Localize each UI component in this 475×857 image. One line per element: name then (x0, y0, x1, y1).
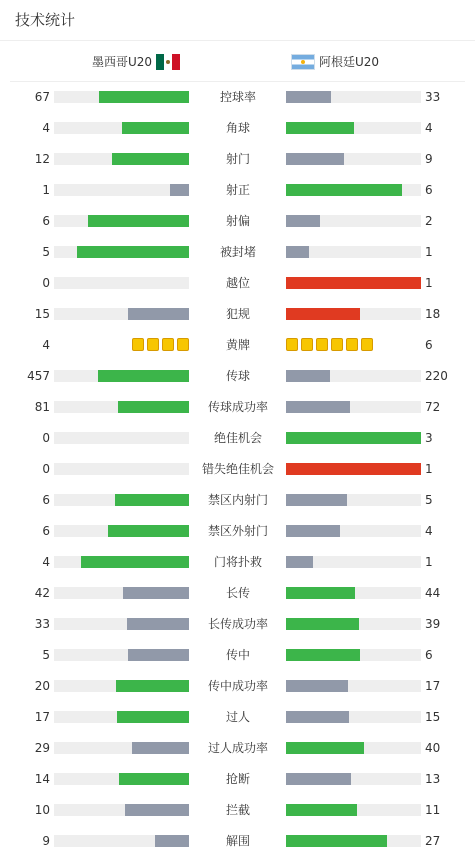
away-stat-bar (286, 556, 421, 568)
stats-list (0, 82, 475, 857)
stat-label: 黄牌 (225, 338, 250, 352)
away-stat-bar-fill (286, 463, 421, 475)
away-stat-bar-fill (286, 153, 344, 165)
home-stat-bar (54, 618, 189, 630)
page-title: 技术统计 (0, 0, 475, 41)
away-stat-bar-fill (286, 215, 320, 227)
away-stat-bar-fill (286, 184, 402, 196)
home-stat-bar (54, 370, 189, 382)
away-stat-bar (286, 742, 421, 754)
away-stat-value: 27 (425, 834, 441, 848)
away-stat-value: 1 (425, 555, 433, 569)
home-stat-bar-fill (77, 246, 189, 258)
away-stat-value: 5 (425, 493, 433, 507)
stat-label: 错失绝佳机会 (201, 462, 274, 476)
home-stat-bar (54, 184, 189, 196)
home-stat-bar-fill (125, 804, 189, 816)
away-stat-bar (286, 463, 421, 475)
home-team[interactable] (92, 53, 180, 70)
away-stat-bar (286, 370, 421, 382)
yellow-card-icon (346, 338, 358, 351)
teams-header (10, 41, 465, 82)
away-stat-bar (286, 153, 421, 165)
yellow-card-icon (147, 338, 159, 351)
stat-label: 长传 (225, 586, 250, 600)
home-stat-bar-fill (99, 91, 189, 103)
home-stat-value: 6 (42, 214, 50, 228)
stat-row (0, 82, 475, 113)
home-stat-value: 4 (42, 121, 50, 135)
stat-row (0, 578, 475, 609)
stat-label: 门将扑救 (213, 555, 262, 569)
away-stat-value: 1 (425, 276, 433, 290)
home-stat-bar-fill (81, 556, 189, 568)
yellow-card-icon (331, 338, 343, 351)
stat-row (0, 485, 475, 516)
away-stat-bar (286, 587, 421, 599)
away-stat-bar (286, 494, 421, 506)
home-stat-bar-fill (122, 122, 190, 134)
stat-label: 绝佳机会 (213, 431, 262, 445)
home-stat-bar (54, 649, 189, 661)
home-stat-value: 42 (34, 586, 50, 600)
home-stat-bar (54, 463, 189, 475)
stat-label: 长传成功率 (207, 617, 268, 631)
home-stat-value: 0 (42, 462, 50, 476)
home-stat-bar (54, 742, 189, 754)
away-stat-bar (286, 525, 421, 537)
home-stat-bar-fill (123, 587, 189, 599)
stat-label: 传球 (225, 369, 250, 383)
yellow-card-icon (316, 338, 328, 351)
home-stat-bar (54, 277, 189, 289)
away-stat-bar-fill (286, 773, 351, 785)
away-stat-bar (286, 649, 421, 661)
away-stat-value: 4 (425, 121, 433, 135)
home-stat-bar (54, 587, 189, 599)
away-stat-bar-fill (286, 494, 347, 506)
stat-label: 抢断 (225, 772, 250, 786)
away-stat-bar (286, 835, 421, 847)
away-stat-value: 33 (425, 90, 441, 104)
stat-row (0, 609, 475, 640)
home-stat-bar (54, 711, 189, 723)
stat-row (0, 392, 475, 423)
stat-label: 传中 (225, 648, 250, 662)
away-stat-value: 6 (425, 648, 433, 662)
stat-label: 过人 (225, 710, 250, 724)
home-team-name: 墨西哥U20 (91, 55, 152, 69)
home-stat-bar-fill (115, 494, 189, 506)
away-team[interactable] (291, 53, 379, 70)
away-stat-bar (286, 711, 421, 723)
stat-row (0, 764, 475, 795)
home-stat-value: 6 (42, 524, 50, 538)
away-stat-value: 11 (425, 803, 441, 817)
home-stat-bar (54, 246, 189, 258)
home-stat-bar-fill (116, 680, 189, 692)
home-stat-value: 1 (42, 183, 50, 197)
home-stat-bar-fill (127, 618, 189, 630)
home-stat-value: 29 (34, 741, 50, 755)
stat-label: 射正 (225, 183, 250, 197)
home-stat-value: 33 (34, 617, 50, 631)
stat-label: 控球率 (219, 90, 256, 104)
away-stat-bar (286, 246, 421, 258)
stat-row (0, 547, 475, 578)
home-stat-bar (54, 91, 189, 103)
away-stat-bar (286, 277, 421, 289)
away-stat-bar-fill (286, 556, 313, 568)
stat-label: 禁区内射门 (207, 493, 268, 507)
home-stat-bar (54, 401, 189, 413)
home-stat-bar (54, 432, 189, 444)
stat-row (0, 206, 475, 237)
away-stat-value: 44 (425, 586, 441, 600)
stat-label: 犯规 (225, 307, 250, 321)
stat-row (0, 237, 475, 268)
home-stat-value: 4 (42, 555, 50, 569)
home-stat-value: 15 (34, 307, 50, 321)
stat-row (0, 330, 475, 361)
away-stat-bar (286, 308, 421, 320)
home-stat-bar (54, 525, 189, 537)
yellow-card-icon (361, 338, 373, 351)
stat-label: 拦截 (225, 803, 250, 817)
home-stat-bar (54, 680, 189, 692)
home-stat-bar-fill (98, 370, 189, 382)
away-stat-value: 15 (425, 710, 441, 724)
home-stat-value: 5 (42, 245, 50, 259)
stat-row (0, 454, 475, 485)
stat-label: 越位 (225, 276, 250, 290)
stat-label: 传中成功率 (207, 679, 268, 693)
away-stat-bar-fill (286, 711, 349, 723)
stat-label: 传球成功率 (207, 400, 268, 414)
away-stat-bar-fill (286, 432, 421, 444)
yellow-card-icon (162, 338, 174, 351)
away-stat-bar-fill (286, 525, 340, 537)
stat-row (0, 826, 475, 857)
away-stat-value: 17 (425, 679, 441, 693)
home-stat-bar (54, 122, 189, 134)
away-stat-bar (286, 432, 421, 444)
away-stat-bar-fill (286, 587, 355, 599)
home-stat-value: 17 (34, 710, 50, 724)
away-stat-value: 1 (425, 462, 433, 476)
stat-row (0, 113, 475, 144)
home-stat-value: 9 (42, 834, 50, 848)
away-stat-value: 40 (425, 741, 441, 755)
stat-label: 被封堵 (219, 245, 256, 259)
stat-row (0, 268, 475, 299)
home-stat-bar-fill (108, 525, 189, 537)
away-stat-bar-fill (286, 308, 360, 320)
stat-label: 射门 (225, 152, 250, 166)
away-stat-bar (286, 215, 421, 227)
yellow-card-icon (301, 338, 313, 351)
home-stat-bar (54, 773, 189, 785)
away-team-name: 阿根廷U20 (319, 55, 380, 69)
stat-label: 解围 (225, 834, 250, 848)
away-stat-value: 18 (425, 307, 441, 321)
stat-row (0, 361, 475, 392)
away-stat-bar-fill (286, 804, 357, 816)
stat-row (0, 175, 475, 206)
stat-row (0, 640, 475, 671)
stat-row (0, 516, 475, 547)
home-stat-bar-fill (117, 711, 189, 723)
stat-row (0, 671, 475, 702)
away-stat-bar-fill (286, 649, 360, 661)
home-stat-value: 10 (34, 803, 50, 817)
away-stat-bar-fill (286, 401, 350, 413)
home-stat-bar-fill (118, 401, 189, 413)
away-stat-value: 6 (425, 338, 433, 352)
home-stat-value: 4 (42, 338, 50, 352)
home-stat-bar (54, 556, 189, 568)
away-stat-bar (286, 680, 421, 692)
away-stat-bar (286, 618, 421, 630)
home-stat-bar (54, 153, 189, 165)
away-stat-bar (286, 91, 421, 103)
stat-row (0, 423, 475, 454)
away-stat-bar-fill (286, 91, 331, 103)
home-stat-bar-fill (112, 153, 189, 165)
home-stat-value: 81 (34, 400, 50, 414)
away-stat-value: 6 (425, 183, 433, 197)
away-stat-value: 1 (425, 245, 433, 259)
home-stat-value: 0 (42, 276, 50, 290)
away-stat-value: 72 (425, 400, 441, 414)
stat-row (0, 795, 475, 826)
home-stat-value: 12 (34, 152, 50, 166)
home-stat-bar (54, 215, 189, 227)
away-stat-bar (286, 122, 421, 134)
stat-row (0, 144, 475, 175)
away-stat-bar-fill (286, 370, 330, 382)
home-stat-bar-fill (119, 773, 189, 785)
away-stat-bar-fill (286, 742, 364, 754)
home-stat-value: 5 (42, 648, 50, 662)
away-stat-bar (286, 184, 421, 196)
home-stat-bar-fill (88, 215, 189, 227)
home-stat-bar-fill (128, 649, 189, 661)
argentina-flag-icon (291, 54, 315, 70)
home-stat-bar (54, 308, 189, 320)
away-stat-bar-fill (286, 618, 359, 630)
yellow-card-icon (132, 338, 144, 351)
away-stat-value: 220 (425, 369, 448, 383)
away-stat-bar-fill (286, 277, 421, 289)
stat-label: 射偏 (225, 214, 250, 228)
away-stat-bar (286, 773, 421, 785)
away-stat-value: 13 (425, 772, 441, 786)
stat-label: 禁区外射门 (207, 524, 268, 538)
home-stat-value: 457 (27, 369, 50, 383)
stat-row (0, 733, 475, 764)
away-stat-bar (286, 401, 421, 413)
away-stat-value: 9 (425, 152, 433, 166)
away-stat-bar-fill (286, 246, 309, 258)
stat-label: 过人成功率 (207, 741, 268, 755)
home-stat-bar-fill (132, 742, 189, 754)
home-stat-value: 0 (42, 431, 50, 445)
away-stat-value: 3 (425, 431, 433, 445)
away-stat-bar-fill (286, 680, 348, 692)
stat-row (0, 299, 475, 330)
yellow-card-icon (177, 338, 189, 351)
home-stat-value: 14 (34, 772, 50, 786)
away-stat-value: 39 (425, 617, 441, 631)
away-stat-value: 4 (425, 524, 433, 538)
away-stat-bar-fill (286, 835, 387, 847)
home-stat-value: 6 (42, 493, 50, 507)
home-stat-value: 20 (34, 679, 50, 693)
home-stat-bar (54, 494, 189, 506)
home-stat-value: 67 (34, 90, 50, 104)
stat-label: 角球 (225, 121, 250, 135)
away-stat-bar (286, 804, 421, 816)
home-stat-bar-fill (128, 308, 189, 320)
away-stat-value: 2 (425, 214, 433, 228)
home-stat-bar-fill (170, 184, 189, 196)
home-yellow-cards (132, 338, 189, 352)
away-yellow-cards (286, 338, 373, 352)
home-stat-bar (54, 835, 189, 847)
stat-row (0, 702, 475, 733)
away-stat-bar-fill (286, 122, 354, 134)
mexico-flag-icon (156, 54, 180, 70)
home-stat-bar-fill (155, 835, 189, 847)
home-stat-bar (54, 804, 189, 816)
yellow-card-icon (286, 338, 298, 351)
